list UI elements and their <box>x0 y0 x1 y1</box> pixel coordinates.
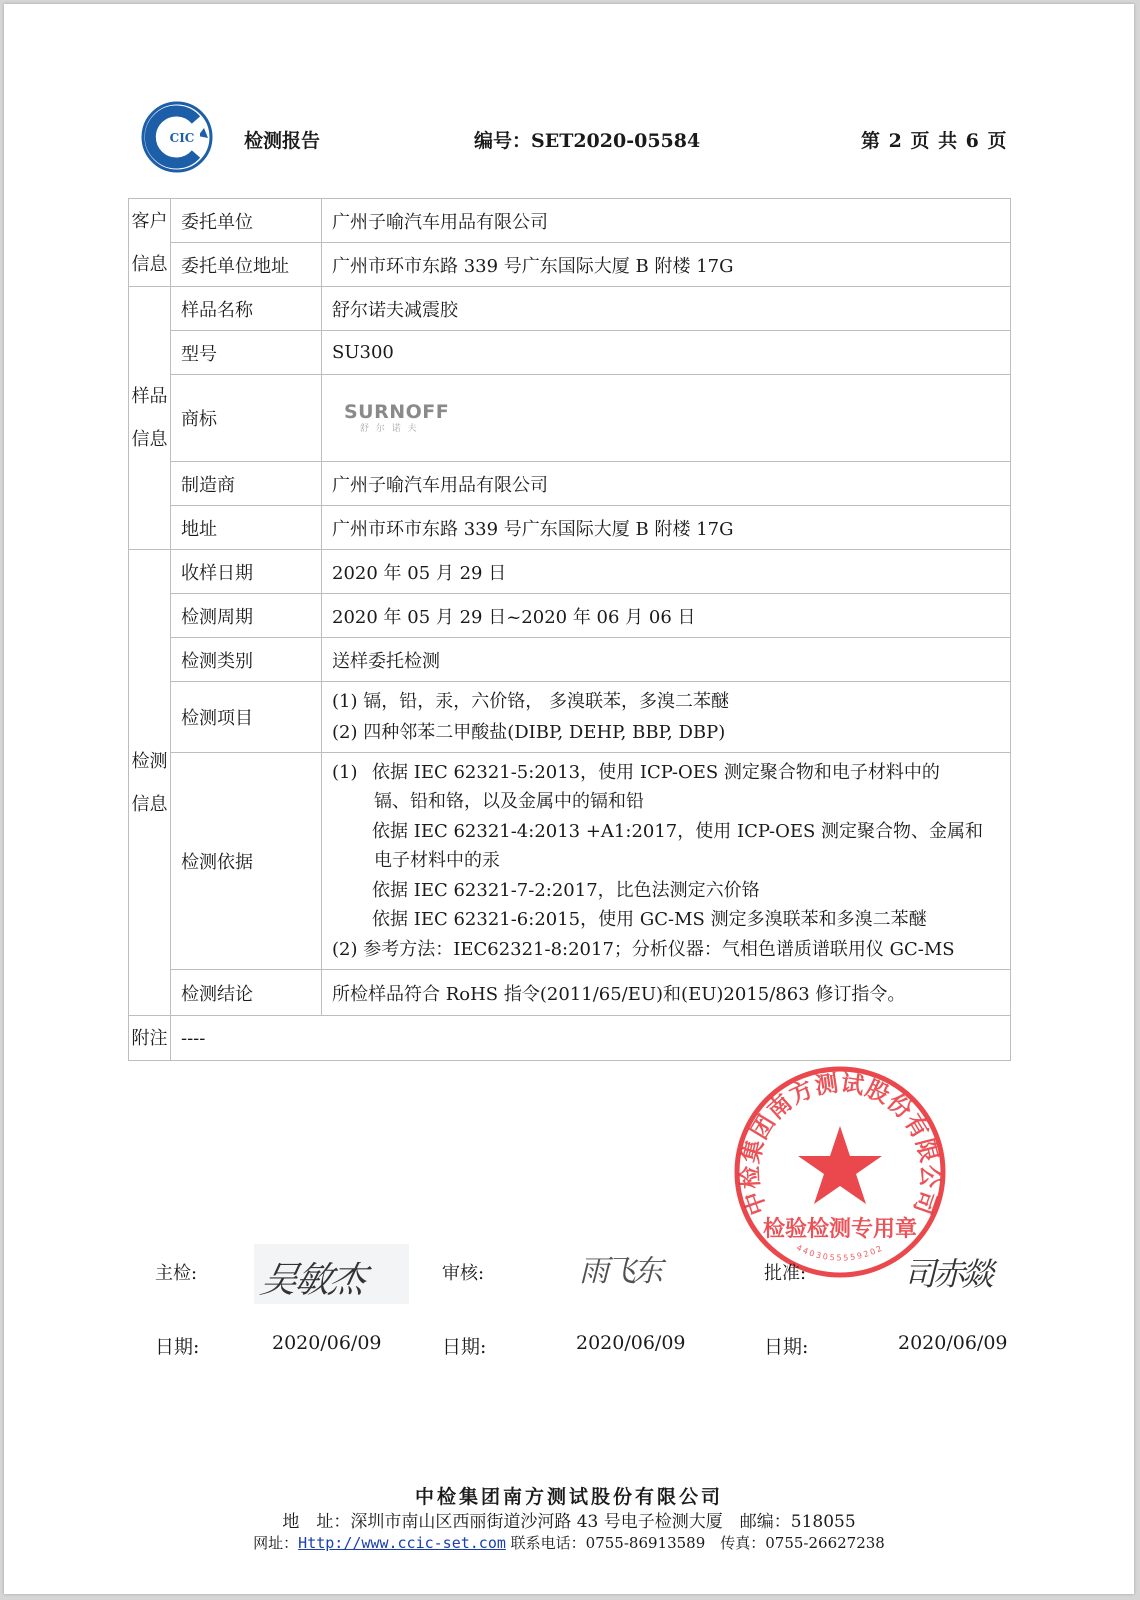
phone-fax: 联系电话：0755-86913589 传真：0755-26627238 <box>505 1534 885 1552</box>
table-row <box>129 970 1011 1016</box>
approver-label: 批准: <box>764 1263 807 1284</box>
row-value: 舒尔诺夫减震胶 <box>322 287 1011 331</box>
signature-text: 司赤燚 <box>904 1255 992 1293</box>
reviewer-date: 2020/06/09 <box>576 1332 686 1354</box>
basis-item-number: (1) <box>332 761 358 783</box>
conclusion-value: 所检样品符合 RoHS 指令(2011/65/EU)和(EU)2015/863 修订指令。 <box>322 970 1011 1016</box>
inspector-label: 主检: <box>155 1263 198 1284</box>
table-row <box>129 199 1011 243</box>
test-item-line: (1) 镉，铅，汞，六价铬， 多溴联苯，多溴二苯醚 <box>332 691 729 712</box>
table-row <box>129 550 1011 594</box>
basis-line: 镉、铅和铬，以及金属中的镉和铅 <box>374 791 644 813</box>
row-value: 广州市环市东路 339 号广东国际大厦 B 附楼 17G <box>322 243 1011 287</box>
trademark-logo <box>332 400 1000 434</box>
row-label: 委托单位地址 <box>171 243 322 287</box>
table-row <box>129 594 1011 638</box>
approver-date: 2020/06/09 <box>898 1332 1008 1354</box>
report-title: 检测报告 <box>244 130 321 152</box>
approver-signature <box>904 1249 991 1295</box>
basis-item-2: (2) 参考方法：IEC62321-8:2017；分析仪器：气相色谱质谱联用仪 GC-MS <box>332 938 955 960</box>
row-label: 商标 <box>171 375 322 462</box>
date-label: 日期: <box>442 1336 487 1358</box>
date-label: 日期: <box>764 1336 809 1358</box>
remark-label: 附注 <box>129 1016 171 1061</box>
reviewer-label: 审核: <box>442 1263 485 1284</box>
stamp-ring-text: 中检集团南方测试股份有限公司 <box>736 1069 944 1219</box>
signature-text: 雨飞东 <box>579 1254 660 1289</box>
inspector-date: 2020/06/09 <box>272 1332 382 1354</box>
basis-line: 依据 IEC 62321-7-2:2017，比色法测定六价铬 <box>372 879 760 901</box>
report-number: 编号：SET2020-05584 <box>474 130 701 152</box>
row-label: 制造商 <box>171 462 322 506</box>
logo-text: CIC <box>169 131 195 145</box>
test-item-line: (2) 四种邻苯二甲酸盐(DIBP, DEHP, BBP, DBP) <box>332 722 726 743</box>
row-value: 送样委托检测 <box>322 638 1011 682</box>
footer-address: 地 址：深圳市南山区西丽街道沙河路 43 号电子检测大厦 邮编：518055 <box>282 1512 856 1532</box>
table-row <box>129 1016 1011 1061</box>
remark-value: ---- <box>171 1016 1011 1061</box>
report-page <box>4 4 1134 1594</box>
website-link[interactable]: Http://www.ccic-set.com <box>298 1534 506 1552</box>
row-label: 委托单位 <box>171 199 322 243</box>
signature-text: 吴敏杰 <box>257 1260 368 1301</box>
row-value: 广州子喻汽车用品有限公司 <box>322 462 1011 506</box>
footer-company: 中检集团南方测试股份有限公司 <box>414 1486 723 1508</box>
stamp-code: 4403055559202 <box>794 1243 886 1263</box>
table-row <box>129 462 1011 506</box>
row-label: 检测项目 <box>171 682 322 753</box>
stamp-center-text: 检验检测专用章 <box>762 1216 918 1242</box>
table-row <box>129 287 1011 331</box>
report-info-table <box>128 198 1011 1061</box>
table-row <box>129 506 1011 550</box>
trademark-brand-cn: 舒 尔 诺 夫 <box>360 423 419 434</box>
date-label: 日期: <box>155 1336 200 1358</box>
basis-item-1 <box>332 758 1000 935</box>
test-items-cell <box>322 682 1011 753</box>
table-row <box>129 753 1011 970</box>
row-label: 检测依据 <box>171 753 322 970</box>
row-label: 型号 <box>171 331 322 375</box>
basis-line: 依据 IEC 62321-4:2013 +A1:2017，使用 ICP-OES 测定聚合物、金属和 <box>372 820 984 842</box>
trademark-brand: SURNOFF <box>344 400 450 423</box>
row-label: 检测周期 <box>171 594 322 638</box>
reviewer-signature <box>579 1246 660 1290</box>
group-test: 检测 信息 <box>129 550 171 1016</box>
group-sample: 样品 信息 <box>129 287 171 550</box>
inspector-signature <box>254 1244 409 1304</box>
row-value: 2020 年 05 月 29 日~2020 年 06 月 06 日 <box>322 594 1011 638</box>
row-label: 检测类别 <box>171 638 322 682</box>
basis-line: 依据 IEC 62321-6:2015，使用 GC-MS 测定多溴联苯和多溴二苯醚 <box>372 909 927 931</box>
table-row <box>129 331 1011 375</box>
row-label: 检测结论 <box>171 970 322 1016</box>
test-basis-cell <box>322 753 1011 970</box>
trademark-cell <box>322 375 1011 462</box>
row-value: 广州子喻汽车用品有限公司 <box>322 199 1011 243</box>
url-label: 网址： <box>253 1534 299 1552</box>
row-value: 2020 年 05 月 29 日 <box>322 550 1011 594</box>
row-value: 广州市环市东路 339 号广东国际大厦 B 附楼 17G <box>322 506 1011 550</box>
official-stamp <box>732 1064 948 1280</box>
basis-line: 电子材料中的汞 <box>374 850 500 872</box>
basis-line: 依据 IEC 62321-5:2013，使用 ICP-OES 测定聚合物和电子材料中的 <box>372 761 940 783</box>
row-label: 地址 <box>171 506 322 550</box>
cic-logo-icon <box>138 98 216 176</box>
row-value: SU300 <box>322 331 1011 375</box>
footer-contact <box>4 1532 1134 1553</box>
table-row <box>129 375 1011 462</box>
star-icon <box>798 1126 882 1204</box>
group-client: 客户 信息 <box>129 199 171 287</box>
row-label: 收样日期 <box>171 550 322 594</box>
row-label: 样品名称 <box>171 287 322 331</box>
table-row <box>129 682 1011 753</box>
table-row <box>129 638 1011 682</box>
table-row <box>129 243 1011 287</box>
svg-text:4403055559202 <box>795 1243 885 1263</box>
page-indicator: 第 2 页 共 6 页 <box>861 130 1008 152</box>
